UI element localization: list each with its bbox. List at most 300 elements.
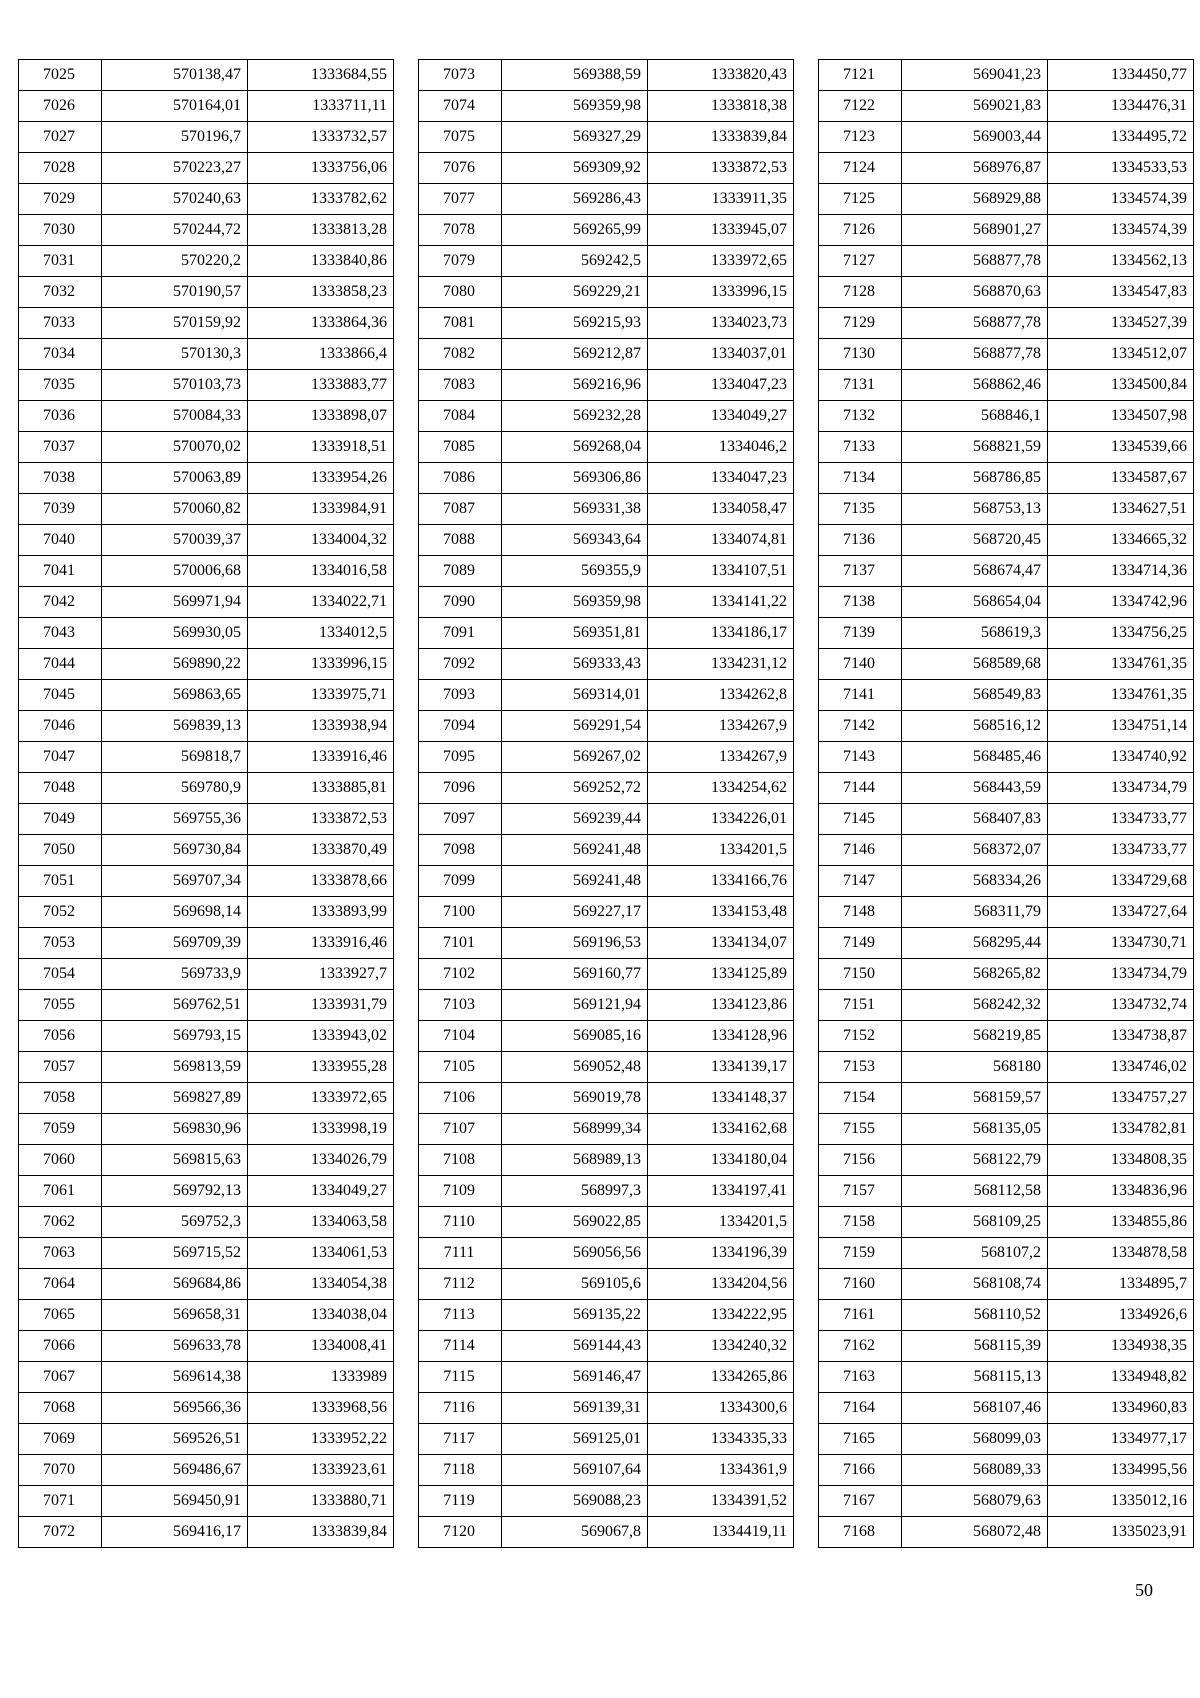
point-number-cell: 7122 xyxy=(819,91,902,122)
table-row xyxy=(419,277,794,308)
x-coordinate-cell: 569088,23 xyxy=(502,1486,648,1517)
point-number-cell: 7113 xyxy=(419,1300,502,1331)
point-number-cell: 7053 xyxy=(19,928,102,959)
table-row xyxy=(419,1145,794,1176)
table-row xyxy=(819,91,1194,122)
y-coordinate-cell: 1333883,77 xyxy=(248,370,394,401)
table-row xyxy=(819,463,1194,494)
y-coordinate-cell: 1333938,94 xyxy=(248,711,394,742)
y-coordinate-cell: 1334733,77 xyxy=(1048,804,1194,835)
y-coordinate-cell: 1334226,01 xyxy=(648,804,794,835)
table-row xyxy=(19,835,394,866)
y-coordinate-cell: 1333858,23 xyxy=(248,277,394,308)
point-number-cell: 7100 xyxy=(419,897,502,928)
x-coordinate-cell: 569309,92 xyxy=(502,153,648,184)
table-row xyxy=(419,463,794,494)
x-coordinate-cell: 568372,07 xyxy=(902,835,1048,866)
point-number-cell: 7108 xyxy=(419,1145,502,1176)
table-row xyxy=(19,897,394,928)
y-coordinate-cell: 1334836,96 xyxy=(1048,1176,1194,1207)
x-coordinate-cell: 568862,46 xyxy=(902,370,1048,401)
x-coordinate-cell: 569306,86 xyxy=(502,463,648,494)
x-coordinate-cell: 569232,28 xyxy=(502,401,648,432)
point-number-cell: 7166 xyxy=(819,1455,902,1486)
x-coordinate-cell: 570130,3 xyxy=(102,339,248,370)
x-coordinate-cell: 569813,59 xyxy=(102,1052,248,1083)
table-row xyxy=(419,153,794,184)
y-coordinate-cell: 1333880,71 xyxy=(248,1486,394,1517)
y-coordinate-cell: 1334058,47 xyxy=(648,494,794,525)
x-coordinate-cell: 568821,59 xyxy=(902,432,1048,463)
x-coordinate-cell: 569863,65 xyxy=(102,680,248,711)
point-number-cell: 7059 xyxy=(19,1114,102,1145)
table-row xyxy=(19,1486,394,1517)
table-row xyxy=(19,525,394,556)
point-number-cell: 7160 xyxy=(819,1269,902,1300)
x-coordinate-cell: 570164,01 xyxy=(102,91,248,122)
y-coordinate-cell: 1334500,84 xyxy=(1048,370,1194,401)
y-coordinate-cell: 1333918,51 xyxy=(248,432,394,463)
point-number-cell: 7144 xyxy=(819,773,902,804)
table-row xyxy=(819,928,1194,959)
point-number-cell: 7038 xyxy=(19,463,102,494)
point-number-cell: 7163 xyxy=(819,1362,902,1393)
table-row xyxy=(419,1455,794,1486)
table-row xyxy=(19,742,394,773)
y-coordinate-cell: 1334587,67 xyxy=(1048,463,1194,494)
table-row xyxy=(819,494,1194,525)
y-coordinate-cell: 1334022,71 xyxy=(248,587,394,618)
point-number-cell: 7153 xyxy=(819,1052,902,1083)
x-coordinate-cell: 568846,1 xyxy=(902,401,1048,432)
point-number-cell: 7130 xyxy=(819,339,902,370)
x-coordinate-cell: 569450,91 xyxy=(102,1486,248,1517)
x-coordinate-cell: 569633,78 xyxy=(102,1331,248,1362)
x-coordinate-cell: 568720,45 xyxy=(902,525,1048,556)
point-number-cell: 7064 xyxy=(19,1269,102,1300)
table-row xyxy=(819,618,1194,649)
x-coordinate-cell: 570223,27 xyxy=(102,153,248,184)
table-row xyxy=(19,804,394,835)
point-number-cell: 7042 xyxy=(19,587,102,618)
table-row xyxy=(819,959,1194,990)
point-number-cell: 7121 xyxy=(819,60,902,91)
y-coordinate-cell: 1333818,38 xyxy=(648,91,794,122)
x-coordinate-cell: 568089,33 xyxy=(902,1455,1048,1486)
x-coordinate-cell: 568110,52 xyxy=(902,1300,1048,1331)
table-row xyxy=(19,370,394,401)
point-number-cell: 7067 xyxy=(19,1362,102,1393)
table-row xyxy=(19,1083,394,1114)
y-coordinate-cell: 1334665,32 xyxy=(1048,525,1194,556)
y-coordinate-cell: 1333911,35 xyxy=(648,184,794,215)
y-coordinate-cell: 1334335,33 xyxy=(648,1424,794,1455)
table-row xyxy=(419,1424,794,1455)
y-coordinate-cell: 1333931,79 xyxy=(248,990,394,1021)
x-coordinate-cell: 569780,9 xyxy=(102,773,248,804)
table-row xyxy=(819,1176,1194,1207)
point-number-cell: 7061 xyxy=(19,1176,102,1207)
y-coordinate-cell: 1334476,31 xyxy=(1048,91,1194,122)
point-number-cell: 7115 xyxy=(419,1362,502,1393)
table-row xyxy=(419,618,794,649)
table-row xyxy=(419,835,794,866)
y-coordinate-cell: 1334751,14 xyxy=(1048,711,1194,742)
x-coordinate-cell: 569971,94 xyxy=(102,587,248,618)
table-row xyxy=(819,680,1194,711)
y-coordinate-cell: 1334977,17 xyxy=(1048,1424,1194,1455)
x-coordinate-cell: 568589,68 xyxy=(902,649,1048,680)
y-coordinate-cell: 1334254,62 xyxy=(648,773,794,804)
point-number-cell: 7027 xyxy=(19,122,102,153)
table-row xyxy=(819,1207,1194,1238)
x-coordinate-cell: 569762,51 xyxy=(102,990,248,1021)
point-number-cell: 7045 xyxy=(19,680,102,711)
point-number-cell: 7109 xyxy=(419,1176,502,1207)
table-row xyxy=(819,990,1194,1021)
x-coordinate-cell: 569019,78 xyxy=(502,1083,648,1114)
y-coordinate-cell: 1334061,53 xyxy=(248,1238,394,1269)
point-number-cell: 7072 xyxy=(19,1517,102,1548)
x-coordinate-cell: 568654,04 xyxy=(902,587,1048,618)
point-number-cell: 7079 xyxy=(419,246,502,277)
y-coordinate-cell: 1334539,66 xyxy=(1048,432,1194,463)
page-number: 50 xyxy=(1135,1580,1153,1600)
y-coordinate-cell: 1333782,62 xyxy=(248,184,394,215)
point-number-cell: 7030 xyxy=(19,215,102,246)
x-coordinate-cell: 569890,22 xyxy=(102,649,248,680)
point-number-cell: 7104 xyxy=(419,1021,502,1052)
table-row xyxy=(19,1300,394,1331)
table-row xyxy=(819,897,1194,928)
table-row xyxy=(419,1021,794,1052)
x-coordinate-cell: 568674,47 xyxy=(902,556,1048,587)
point-number-cell: 7076 xyxy=(419,153,502,184)
y-coordinate-cell: 1334054,38 xyxy=(248,1269,394,1300)
point-number-cell: 7056 xyxy=(19,1021,102,1052)
table-row xyxy=(819,773,1194,804)
point-number-cell: 7126 xyxy=(819,215,902,246)
point-number-cell: 7125 xyxy=(819,184,902,215)
table-row xyxy=(419,1269,794,1300)
point-number-cell: 7031 xyxy=(19,246,102,277)
point-number-cell: 7025 xyxy=(19,60,102,91)
y-coordinate-cell: 1334895,7 xyxy=(1048,1269,1194,1300)
table-row xyxy=(19,556,394,587)
table-row xyxy=(419,804,794,835)
table-row xyxy=(19,1207,394,1238)
y-coordinate-cell: 1333820,43 xyxy=(648,60,794,91)
point-number-cell: 7101 xyxy=(419,928,502,959)
point-number-cell: 7066 xyxy=(19,1331,102,1362)
y-coordinate-cell: 1334047,23 xyxy=(648,370,794,401)
y-coordinate-cell: 1334026,79 xyxy=(248,1145,394,1176)
y-coordinate-cell: 1333732,57 xyxy=(248,122,394,153)
x-coordinate-cell: 569146,47 xyxy=(502,1362,648,1393)
point-number-cell: 7132 xyxy=(819,401,902,432)
table-row xyxy=(819,1269,1194,1300)
table-row xyxy=(19,1176,394,1207)
y-coordinate-cell: 1334267,9 xyxy=(648,711,794,742)
x-coordinate-cell: 568079,63 xyxy=(902,1486,1048,1517)
y-coordinate-cell: 1333998,19 xyxy=(248,1114,394,1145)
point-number-cell: 7106 xyxy=(419,1083,502,1114)
x-coordinate-cell: 568999,34 xyxy=(502,1114,648,1145)
x-coordinate-cell: 569566,36 xyxy=(102,1393,248,1424)
y-coordinate-cell: 1334063,58 xyxy=(248,1207,394,1238)
x-coordinate-cell: 569827,89 xyxy=(102,1083,248,1114)
x-coordinate-cell: 568929,88 xyxy=(902,184,1048,215)
x-coordinate-cell: 569056,56 xyxy=(502,1238,648,1269)
y-coordinate-cell: 1334450,77 xyxy=(1048,60,1194,91)
y-coordinate-cell: 1334938,35 xyxy=(1048,1331,1194,1362)
y-coordinate-cell: 1334757,27 xyxy=(1048,1083,1194,1114)
y-coordinate-cell: 1334240,32 xyxy=(648,1331,794,1362)
y-coordinate-cell: 1334547,83 xyxy=(1048,277,1194,308)
y-coordinate-cell: 1333955,28 xyxy=(248,1052,394,1083)
table-row xyxy=(819,308,1194,339)
table-row xyxy=(19,1424,394,1455)
y-coordinate-cell: 1334262,8 xyxy=(648,680,794,711)
point-number-cell: 7028 xyxy=(19,153,102,184)
x-coordinate-cell: 569125,01 xyxy=(502,1424,648,1455)
y-coordinate-cell: 1334926,6 xyxy=(1048,1300,1194,1331)
y-coordinate-cell: 1333945,07 xyxy=(648,215,794,246)
y-coordinate-cell: 1333872,53 xyxy=(648,153,794,184)
table-row xyxy=(19,587,394,618)
point-number-cell: 7037 xyxy=(19,432,102,463)
x-coordinate-cell: 569351,81 xyxy=(502,618,648,649)
x-coordinate-cell: 569216,96 xyxy=(502,370,648,401)
x-coordinate-cell: 569930,05 xyxy=(102,618,248,649)
x-coordinate-cell: 568997,3 xyxy=(502,1176,648,1207)
point-number-cell: 7052 xyxy=(19,897,102,928)
point-number-cell: 7085 xyxy=(419,432,502,463)
y-coordinate-cell: 1334734,79 xyxy=(1048,959,1194,990)
x-coordinate-cell: 569331,38 xyxy=(502,494,648,525)
point-number-cell: 7029 xyxy=(19,184,102,215)
x-coordinate-cell: 568159,57 xyxy=(902,1083,1048,1114)
table-row xyxy=(419,246,794,277)
point-number-cell: 7086 xyxy=(419,463,502,494)
y-coordinate-cell: 1334197,41 xyxy=(648,1176,794,1207)
y-coordinate-cell: 1334049,27 xyxy=(648,401,794,432)
point-number-cell: 7140 xyxy=(819,649,902,680)
x-coordinate-cell: 569752,3 xyxy=(102,1207,248,1238)
table-row xyxy=(19,60,394,91)
y-coordinate-cell: 1334527,39 xyxy=(1048,308,1194,339)
y-coordinate-cell: 1333927,7 xyxy=(248,959,394,990)
x-coordinate-cell: 569242,5 xyxy=(502,246,648,277)
point-number-cell: 7046 xyxy=(19,711,102,742)
table-row xyxy=(19,773,394,804)
point-number-cell: 7135 xyxy=(819,494,902,525)
table-row xyxy=(419,1517,794,1548)
x-coordinate-cell: 570103,73 xyxy=(102,370,248,401)
point-number-cell: 7068 xyxy=(19,1393,102,1424)
table-row xyxy=(419,494,794,525)
table-row xyxy=(419,1486,794,1517)
point-number-cell: 7097 xyxy=(419,804,502,835)
point-number-cell: 7087 xyxy=(419,494,502,525)
table-row xyxy=(419,1176,794,1207)
table-row xyxy=(19,990,394,1021)
x-coordinate-cell: 570244,72 xyxy=(102,215,248,246)
y-coordinate-cell: 1334808,35 xyxy=(1048,1145,1194,1176)
x-coordinate-cell: 568870,63 xyxy=(902,277,1048,308)
table-row xyxy=(419,990,794,1021)
y-coordinate-cell: 1333885,81 xyxy=(248,773,394,804)
table-row xyxy=(19,1114,394,1145)
y-coordinate-cell: 1333996,15 xyxy=(248,649,394,680)
x-coordinate-cell: 569291,54 xyxy=(502,711,648,742)
table-row xyxy=(419,1083,794,1114)
table-row xyxy=(19,1021,394,1052)
x-coordinate-cell: 568516,12 xyxy=(902,711,1048,742)
table-row xyxy=(419,60,794,91)
y-coordinate-cell: 1334038,04 xyxy=(248,1300,394,1331)
x-coordinate-cell: 570039,37 xyxy=(102,525,248,556)
point-number-cell: 7041 xyxy=(19,556,102,587)
table-row xyxy=(819,401,1194,432)
x-coordinate-cell: 568122,79 xyxy=(902,1145,1048,1176)
point-number-cell: 7062 xyxy=(19,1207,102,1238)
point-number-cell: 7102 xyxy=(419,959,502,990)
x-coordinate-cell: 569333,43 xyxy=(502,649,648,680)
point-number-cell: 7098 xyxy=(419,835,502,866)
y-coordinate-cell: 1334139,17 xyxy=(648,1052,794,1083)
y-coordinate-cell: 1334761,35 xyxy=(1048,680,1194,711)
table-row xyxy=(419,742,794,773)
x-coordinate-cell: 568295,44 xyxy=(902,928,1048,959)
table-row xyxy=(19,463,394,494)
point-number-cell: 7168 xyxy=(819,1517,902,1548)
point-number-cell: 7032 xyxy=(19,277,102,308)
y-coordinate-cell: 1335023,91 xyxy=(1048,1517,1194,1548)
point-number-cell: 7124 xyxy=(819,153,902,184)
point-number-cell: 7131 xyxy=(819,370,902,401)
point-number-cell: 7047 xyxy=(19,742,102,773)
point-number-cell: 7145 xyxy=(819,804,902,835)
point-number-cell: 7112 xyxy=(419,1269,502,1300)
y-coordinate-cell: 1334125,89 xyxy=(648,959,794,990)
y-coordinate-cell: 1334507,98 xyxy=(1048,401,1194,432)
x-coordinate-cell: 568407,83 xyxy=(902,804,1048,835)
x-coordinate-cell: 569241,48 xyxy=(502,835,648,866)
table-row xyxy=(419,401,794,432)
table-row xyxy=(819,1145,1194,1176)
x-coordinate-cell: 569021,83 xyxy=(902,91,1048,122)
table-row xyxy=(419,1114,794,1145)
y-coordinate-cell: 1333870,49 xyxy=(248,835,394,866)
x-coordinate-cell: 569355,9 xyxy=(502,556,648,587)
x-coordinate-cell: 568619,3 xyxy=(902,618,1048,649)
point-number-cell: 7111 xyxy=(419,1238,502,1269)
y-coordinate-cell: 1334300,6 xyxy=(648,1393,794,1424)
x-coordinate-cell: 568311,79 xyxy=(902,897,1048,928)
x-coordinate-cell: 569144,43 xyxy=(502,1331,648,1362)
y-coordinate-cell: 1333952,22 xyxy=(248,1424,394,1455)
point-number-cell: 7119 xyxy=(419,1486,502,1517)
y-coordinate-cell: 1333972,65 xyxy=(648,246,794,277)
y-coordinate-cell: 1334023,73 xyxy=(648,308,794,339)
point-number-cell: 7035 xyxy=(19,370,102,401)
point-number-cell: 7162 xyxy=(819,1331,902,1362)
y-coordinate-cell: 1333972,65 xyxy=(248,1083,394,1114)
point-number-cell: 7141 xyxy=(819,680,902,711)
x-coordinate-cell: 570196,7 xyxy=(102,122,248,153)
y-coordinate-cell: 1334746,02 xyxy=(1048,1052,1194,1083)
point-number-cell: 7043 xyxy=(19,618,102,649)
x-coordinate-cell: 569239,44 xyxy=(502,804,648,835)
y-coordinate-cell: 1334128,96 xyxy=(648,1021,794,1052)
table-row xyxy=(819,1083,1194,1114)
table-row xyxy=(19,432,394,463)
table-row xyxy=(819,122,1194,153)
y-coordinate-cell: 1334265,86 xyxy=(648,1362,794,1393)
y-coordinate-cell: 1334995,56 xyxy=(1048,1455,1194,1486)
point-number-cell: 7048 xyxy=(19,773,102,804)
table-row xyxy=(819,1362,1194,1393)
x-coordinate-cell: 568109,25 xyxy=(902,1207,1048,1238)
table-row xyxy=(19,1455,394,1486)
y-coordinate-cell: 1334419,11 xyxy=(648,1517,794,1548)
y-coordinate-cell: 1334878,58 xyxy=(1048,1238,1194,1269)
table-row xyxy=(819,1393,1194,1424)
point-number-cell: 7088 xyxy=(419,525,502,556)
point-number-cell: 7095 xyxy=(419,742,502,773)
point-number-cell: 7164 xyxy=(819,1393,902,1424)
x-coordinate-cell: 569730,84 xyxy=(102,835,248,866)
table-row xyxy=(19,494,394,525)
point-number-cell: 7039 xyxy=(19,494,102,525)
y-coordinate-cell: 1334729,68 xyxy=(1048,866,1194,897)
y-coordinate-cell: 1333839,84 xyxy=(648,122,794,153)
table-row xyxy=(819,1238,1194,1269)
y-coordinate-cell: 1334740,92 xyxy=(1048,742,1194,773)
point-number-cell: 7117 xyxy=(419,1424,502,1455)
x-coordinate-cell: 569715,52 xyxy=(102,1238,248,1269)
x-coordinate-cell: 568115,39 xyxy=(902,1331,1048,1362)
table-row xyxy=(419,711,794,742)
y-coordinate-cell: 1334231,12 xyxy=(648,649,794,680)
y-coordinate-cell: 1334049,27 xyxy=(248,1176,394,1207)
point-number-cell: 7142 xyxy=(819,711,902,742)
table-row xyxy=(19,153,394,184)
table-row xyxy=(19,215,394,246)
y-coordinate-cell: 1334123,86 xyxy=(648,990,794,1021)
x-coordinate-cell: 569839,13 xyxy=(102,711,248,742)
point-number-cell: 7123 xyxy=(819,122,902,153)
y-coordinate-cell: 1334495,72 xyxy=(1048,122,1194,153)
table-row xyxy=(19,1362,394,1393)
table-row xyxy=(419,866,794,897)
table-row xyxy=(819,742,1194,773)
x-coordinate-cell: 569227,17 xyxy=(502,897,648,928)
table-row xyxy=(19,1517,394,1548)
table-row xyxy=(419,1300,794,1331)
y-coordinate-cell: 1334391,52 xyxy=(648,1486,794,1517)
table-row xyxy=(19,308,394,339)
y-coordinate-cell: 1334730,71 xyxy=(1048,928,1194,959)
point-number-cell: 7091 xyxy=(419,618,502,649)
table-row xyxy=(419,556,794,587)
y-coordinate-cell: 1334733,77 xyxy=(1048,835,1194,866)
point-number-cell: 7093 xyxy=(419,680,502,711)
y-coordinate-cell: 1334627,51 xyxy=(1048,494,1194,525)
table-row xyxy=(419,308,794,339)
point-number-cell: 7057 xyxy=(19,1052,102,1083)
